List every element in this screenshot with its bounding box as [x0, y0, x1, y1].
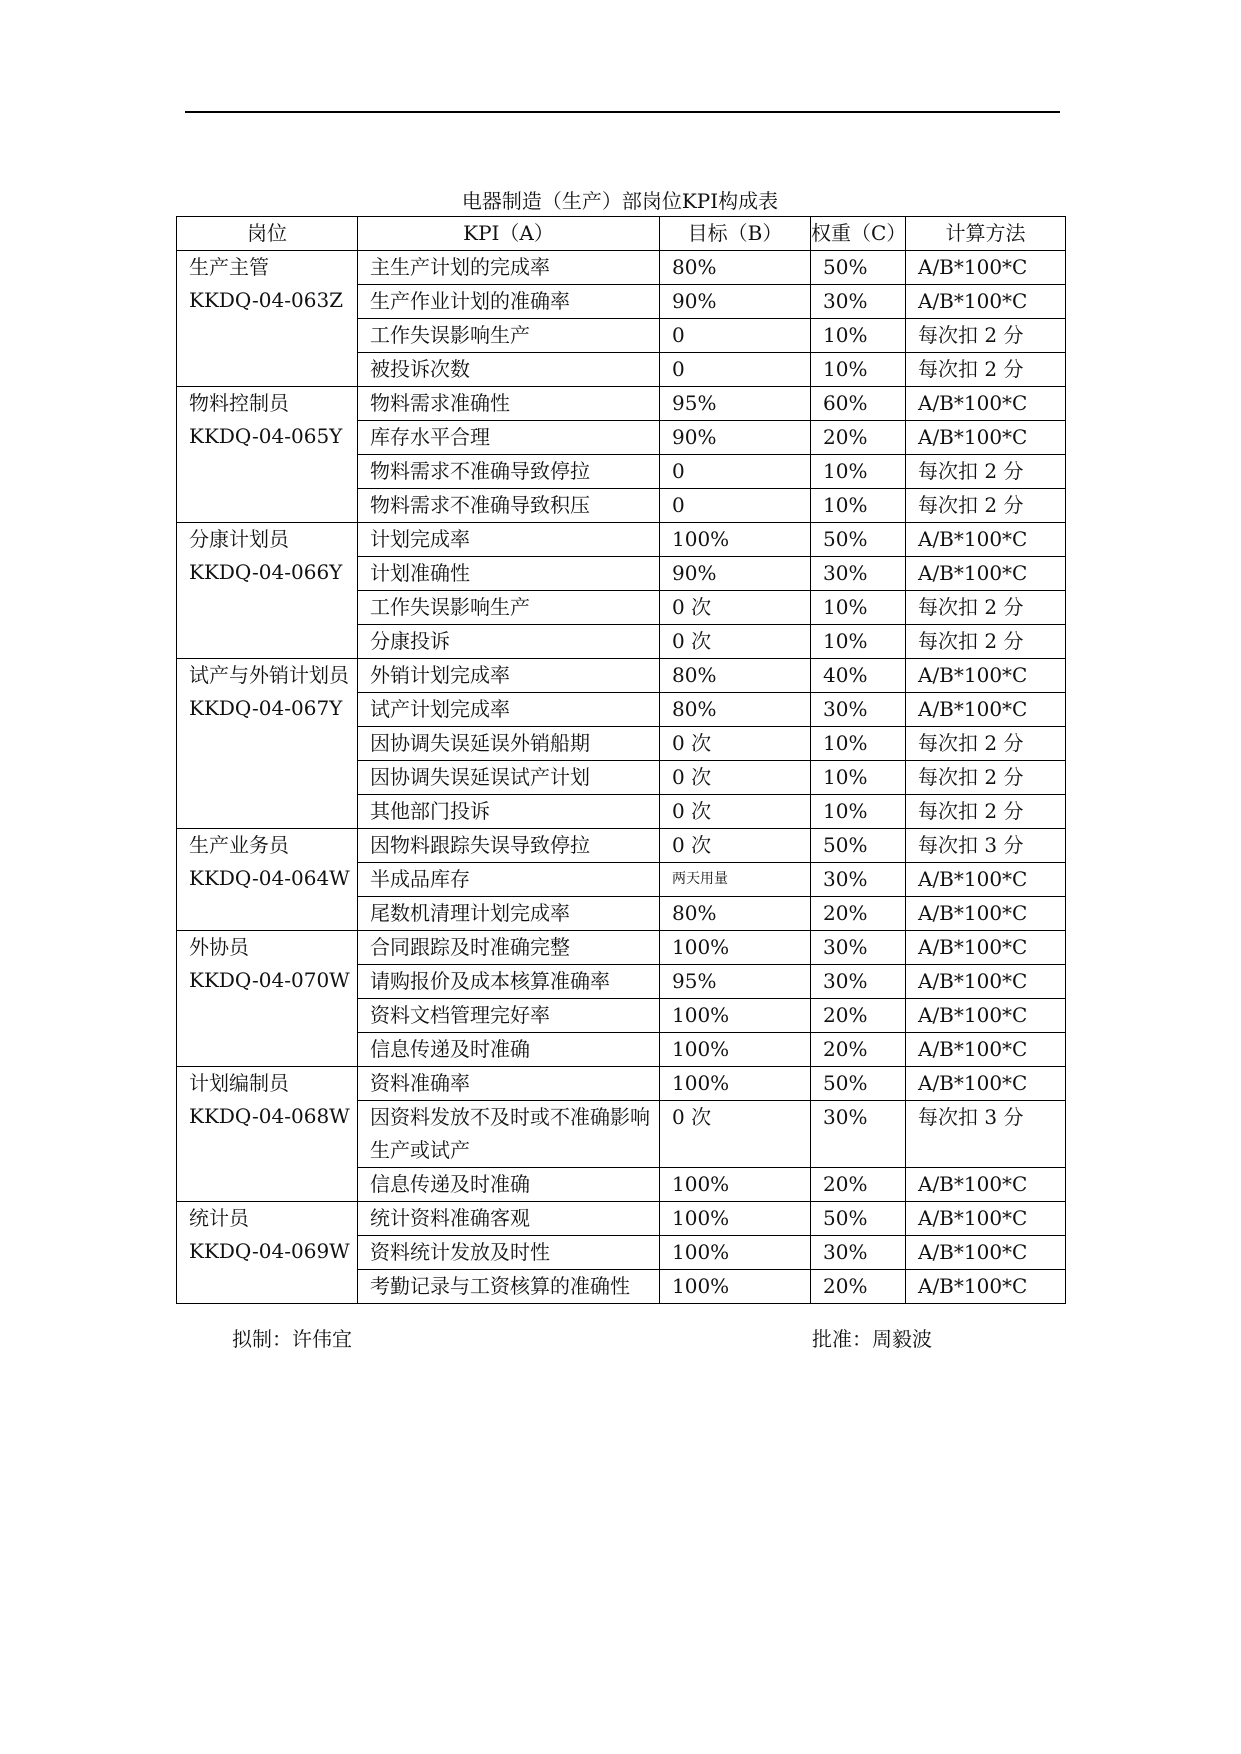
kpi-cell: 物料需求不准确导致停拉 [358, 455, 660, 489]
kpi-cell: 半成品库存 [358, 863, 660, 897]
weight-cell: 10% [811, 727, 906, 761]
method-cell: A/B*100*C [906, 1270, 1066, 1304]
method-cell: A/B*100*C [906, 557, 1066, 591]
target-cell: 100% [660, 1202, 811, 1236]
method-cell: A/B*100*C [906, 1202, 1066, 1236]
weight-cell: 20% [811, 421, 906, 455]
target-cell: 100% [660, 999, 811, 1033]
document-title: 电器制造（生产）部岗位KPI构成表 [461, 189, 779, 213]
method-cell: 每次扣 2 分 [906, 353, 1066, 387]
weight-cell: 30% [811, 693, 906, 727]
target-cell: 0 次 [660, 625, 811, 659]
position-name: 生产业务员 [189, 833, 289, 857]
kpi-cell: 信息传递及时准确 [358, 1033, 660, 1067]
position-cell [177, 1067, 358, 1202]
method-cell: A/B*100*C [906, 999, 1066, 1033]
table-row [177, 1202, 1066, 1236]
target-cell: 80% [660, 659, 811, 693]
method-cell: A/B*100*C [906, 1236, 1066, 1270]
weight-cell: 10% [811, 795, 906, 829]
weight-cell: 10% [811, 455, 906, 489]
weight-cell: 20% [811, 1033, 906, 1067]
kpi-cell: 尾数机清理计划完成率 [358, 897, 660, 931]
target-cell: 90% [660, 557, 811, 591]
target-cell: 90% [660, 285, 811, 319]
method-cell: 每次扣 2 分 [906, 455, 1066, 489]
header-target: 目标（B） [660, 217, 811, 251]
kpi-cell: 其他部门投诉 [358, 795, 660, 829]
weight-cell: 50% [811, 1067, 906, 1101]
weight-cell: 50% [811, 829, 906, 863]
target-cell: 95% [660, 965, 811, 999]
position-code: KKDQ-04-068W [189, 1104, 350, 1128]
weight-cell: 30% [811, 285, 906, 319]
kpi-cell: 统计资料准确客观 [358, 1202, 660, 1236]
table-row [177, 523, 1066, 557]
method-cell: A/B*100*C [906, 251, 1066, 285]
position-code: KKDQ-04-066Y [189, 560, 343, 584]
kpi-cell: 计划完成率 [358, 523, 660, 557]
kpi-cell: 资料统计发放及时性 [358, 1236, 660, 1270]
weight-cell: 10% [811, 489, 906, 523]
kpi-cell: 请购报价及成本核算准确率 [358, 965, 660, 999]
method-cell: 每次扣 2 分 [906, 319, 1066, 353]
position-name: 计划编制员 [189, 1071, 289, 1095]
method-cell: 每次扣 2 分 [906, 625, 1066, 659]
method-cell: A/B*100*C [906, 285, 1066, 319]
header-weight: 权重（C） [811, 217, 906, 251]
kpi-cell: 工作失误影响生产 [358, 319, 660, 353]
table-row [177, 659, 1066, 693]
weight-cell: 30% [811, 931, 906, 965]
weight-cell: 30% [811, 557, 906, 591]
target-cell: 90% [660, 421, 811, 455]
kpi-table-body [177, 251, 1066, 1304]
weight-cell: 30% [811, 1101, 906, 1168]
kpi-cell: 物料需求准确性 [358, 387, 660, 421]
target-cell: 95% [660, 387, 811, 421]
header-position: 岗位 [177, 217, 358, 251]
method-cell: A/B*100*C [906, 693, 1066, 727]
method-cell: A/B*100*C [906, 965, 1066, 999]
kpi-cell: 外销计划完成率 [358, 659, 660, 693]
method-cell: 每次扣 2 分 [906, 727, 1066, 761]
method-cell: A/B*100*C [906, 897, 1066, 931]
weight-cell: 40% [811, 659, 906, 693]
target-cell: 0 次 [660, 829, 811, 863]
kpi-cell: 资料文档管理完好率 [358, 999, 660, 1033]
method-cell: A/B*100*C [906, 421, 1066, 455]
table-row [177, 829, 1066, 863]
weight-cell: 30% [811, 965, 906, 999]
table-header-row [177, 217, 1066, 251]
target-cell: 100% [660, 1168, 811, 1202]
kpi-cell: 信息传递及时准确 [358, 1168, 660, 1202]
weight-cell: 30% [811, 1236, 906, 1270]
method-cell: A/B*100*C [906, 387, 1066, 421]
method-cell: A/B*100*C [906, 523, 1066, 557]
position-name: 物料控制员 [189, 391, 289, 415]
drafted-by: 拟制：许伟宜 [232, 1327, 352, 1351]
weight-cell: 10% [811, 353, 906, 387]
position-code: KKDQ-04-069W [189, 1239, 350, 1263]
kpi-table [176, 216, 1066, 1304]
weight-cell: 50% [811, 1202, 906, 1236]
target-cell: 100% [660, 1270, 811, 1304]
kpi-cell: 资料准确率 [358, 1067, 660, 1101]
method-cell: 每次扣 2 分 [906, 761, 1066, 795]
target-cell: 100% [660, 1067, 811, 1101]
position-cell [177, 251, 358, 387]
kpi-cell: 因协调失误延误试产计划 [358, 761, 660, 795]
kpi-cell: 考勤记录与工资核算的准确性 [358, 1270, 660, 1304]
target-cell: 0 [660, 353, 811, 387]
weight-cell: 50% [811, 251, 906, 285]
kpi-cell: 主生产计划的完成率 [358, 251, 660, 285]
target-cell: 0 次 [660, 591, 811, 625]
method-cell: A/B*100*C [906, 1033, 1066, 1067]
method-cell: 每次扣 2 分 [906, 489, 1066, 523]
position-cell [177, 523, 358, 659]
position-code: KKDQ-04-063Z [189, 288, 344, 312]
weight-cell: 50% [811, 523, 906, 557]
position-name: 统计员 [189, 1206, 249, 1230]
target-cell: 80% [660, 693, 811, 727]
target-cell: 100% [660, 1033, 811, 1067]
kpi-cell: 库存水平合理 [358, 421, 660, 455]
table-row [177, 1067, 1066, 1101]
target-cell: 100% [660, 523, 811, 557]
weight-cell: 20% [811, 1270, 906, 1304]
method-cell: 每次扣 2 分 [906, 591, 1066, 625]
position-name: 试产与外销计划员 [189, 663, 349, 687]
weight-cell: 60% [811, 387, 906, 421]
target-cell: 100% [660, 931, 811, 965]
header-kpi: KPI（A） [358, 217, 660, 251]
kpi-cell: 合同跟踪及时准确完整 [358, 931, 660, 965]
target-cell: 80% [660, 251, 811, 285]
target-cell: 0 次 [660, 761, 811, 795]
kpi-cell: 因协调失误延误外销船期 [358, 727, 660, 761]
target-cell: 100% [660, 1236, 811, 1270]
target-cell: 0 次 [660, 795, 811, 829]
approved-by: 批准：周毅波 [812, 1327, 932, 1351]
kpi-cell: 物料需求不准确导致积压 [358, 489, 660, 523]
method-cell: 每次扣 3 分 [906, 1101, 1066, 1168]
position-code: KKDQ-04-065Y [189, 424, 343, 448]
weight-cell: 20% [811, 1168, 906, 1202]
table-row [177, 251, 1066, 285]
target-cell: 0 [660, 455, 811, 489]
kpi-cell: 试产计划完成率 [358, 693, 660, 727]
table-row [177, 387, 1066, 421]
table-row [177, 931, 1066, 965]
kpi-cell: 被投诉次数 [358, 353, 660, 387]
position-name: 生产主管 [189, 255, 269, 279]
target-cell: 0 次 [660, 727, 811, 761]
position-cell [177, 931, 358, 1067]
position-cell [177, 387, 358, 523]
method-cell: A/B*100*C [906, 1168, 1066, 1202]
kpi-cell: 因资料发放不及时或不准确影响生产或试产 [358, 1101, 660, 1168]
method-cell: 每次扣 3 分 [906, 829, 1066, 863]
position-name: 分康计划员 [189, 527, 289, 551]
position-cell [177, 659, 358, 829]
weight-cell: 30% [811, 863, 906, 897]
weight-cell: 10% [811, 625, 906, 659]
kpi-cell: 分康投诉 [358, 625, 660, 659]
position-cell [177, 1202, 358, 1304]
kpi-cell: 计划准确性 [358, 557, 660, 591]
target-cell: 0 次 [660, 1101, 811, 1168]
method-cell: 每次扣 2 分 [906, 795, 1066, 829]
method-cell: A/B*100*C [906, 659, 1066, 693]
header-method: 计算方法 [906, 217, 1066, 251]
weight-cell: 10% [811, 761, 906, 795]
position-code: KKDQ-04-064W [189, 866, 350, 890]
position-cell [177, 829, 358, 931]
kpi-cell: 生产作业计划的准确率 [358, 285, 660, 319]
position-code: KKDQ-04-070W [189, 968, 350, 992]
position-code: KKDQ-04-067Y [189, 696, 343, 720]
weight-cell: 20% [811, 897, 906, 931]
method-cell: A/B*100*C [906, 931, 1066, 965]
target-cell: 80% [660, 897, 811, 931]
method-cell: A/B*100*C [906, 1067, 1066, 1101]
target-cell: 0 [660, 319, 811, 353]
target-cell: 0 [660, 489, 811, 523]
method-cell: A/B*100*C [906, 863, 1066, 897]
kpi-cell: 工作失误影响生产 [358, 591, 660, 625]
target-cell: 两天用量 [660, 863, 811, 897]
header-rule [185, 111, 1060, 113]
weight-cell: 10% [811, 319, 906, 353]
kpi-cell: 因物料跟踪失误导致停拉 [358, 829, 660, 863]
weight-cell: 20% [811, 999, 906, 1033]
position-name: 外协员 [189, 935, 249, 959]
weight-cell: 10% [811, 591, 906, 625]
